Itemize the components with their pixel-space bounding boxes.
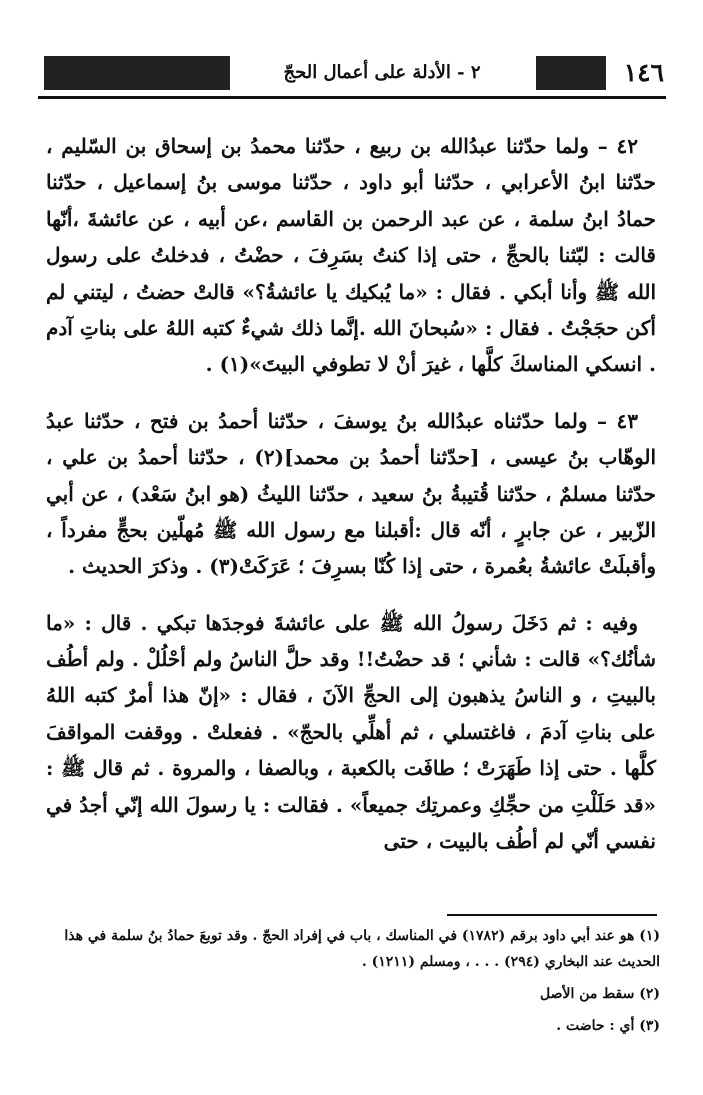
running-header bbox=[38, 52, 666, 99]
footnote-divider bbox=[447, 914, 657, 916]
chapter-title: ٢ - الأدلة على أعمال الحجّ bbox=[283, 62, 481, 83]
header-marker-right bbox=[536, 56, 606, 90]
page-number: ١٤٦ bbox=[623, 58, 664, 87]
hadith-paragraph-42: ٤٢ – ولما حدّثنا عبدُالله بن ربيع ، حدّثنا محمدُ بن إسحاق بن السّليم ، حدّثنا ابنُ الأعرابي ، حدّثنا أبو داود ، حدّثنا موسى بنُ إسماعيل ، حدّثنا حمادُ ابنُ سلمة ، عن عبد الرحمن بن القاسم ،عن أبيه ، عن عائشةَ ،أنّها قالت : لبّثنا بالحجِّ ، حتى إذا كنتُ بسَرِفَ ، حضْتُ ، فدخلتُ على رسول الله ﷺ وأنا أبكي . فقال : «ما يُبكيك يا عائشةُ؟» قالتْ حضتُ ، ليتني لم أكن حجَجْتُ . فقال : «سُبحانَ الله .إنَّما ذلك شيءٌ كتبه اللهُ على بناتِ آدم . انسكي المناسكَ كلَّها ، غيرَ أنْ لا تطوفي البيتَ»(١) . bbox=[46, 134, 656, 377]
footnotes bbox=[50, 924, 660, 1046]
hadith-paragraph-continuation: وفيه : ثم دَخَلَ رسولُ الله ﷺ على عائشةَ فوجدَها تبكي . قال : «ما شأنُك؟» قالت : شأني ؛ قد حضْتُ!! وقد حلَّ الناسُ ولم أحْلُلْ . ولم أطُف بالبيتِ ، و الناسُ يذهبون إلى الحجِّ الآنَ ، فقال : «إنّ هذا أمرٌ كتبه اللهُ على بناتِ آدمَ ، فاغتسلي ، ثم أهلِّي بالحجّ» . ففعلتْ . ووقفت المواقفَ كلَّها . حتى إذا طَهَرَتْ ؛ طافَت بالكعبة ، وبالصفا ، والمروة . ثم قال ﷺ : «قد حَلَلْتِ من حجِّكِ وعمرتِك جميعاً» . فقالت : يا رسولَ الله إنّي أجدُ في نفسي أنّي لم أطُف بالبيت ، حتى bbox=[46, 610, 656, 854]
footnote-1: (١) هو عند أبي داود برقم (١٧٨٢) في المناسك ، باب في إفراد الحجّ . وقد توبعَ حمادُ بنُ سلمة في هذا الحديث عند البخاري (٢٩٤) . . . ، ومسلم (١٢١١) . bbox=[64, 928, 660, 970]
footnote-2: (٢) سقط من الأصل bbox=[539, 985, 660, 1002]
body-text bbox=[46, 128, 656, 879]
hadith-paragraph-43: ٤٣ – ولما حدّثناه عبدُالله بنُ يوسفَ ، حدّثنا أحمدُ بن فتح ، حدّثنا عبدُ الوهّاب بنُ عيسى ، [حدّثنا أحمدُ بن محمد](٢) ، حدّثنا أحمدُ بن علي ، حدّثنا مسلمٌ ، حدّثنا قُتيبةُ بنُ سعيد ، حدّثنا الليثُ (هو ابنُ سَعْد) ، عن أبي الزّبير ، عن جابرٍ ، أنّه قال :أقبلنا مع رسول الله ﷺ مُهلّين بحجٍّ مفرداً ، وأقبلَتْ عائشةُ بعُمرة ، حتى إذا كُنّا بسرِفَ ؛ عَرَكَتْ(٣) . وذكرَ الحديث . bbox=[46, 408, 656, 579]
header-marker-left bbox=[44, 56, 230, 90]
footnote-3: (٣) أي : حاضت . bbox=[556, 1017, 660, 1034]
